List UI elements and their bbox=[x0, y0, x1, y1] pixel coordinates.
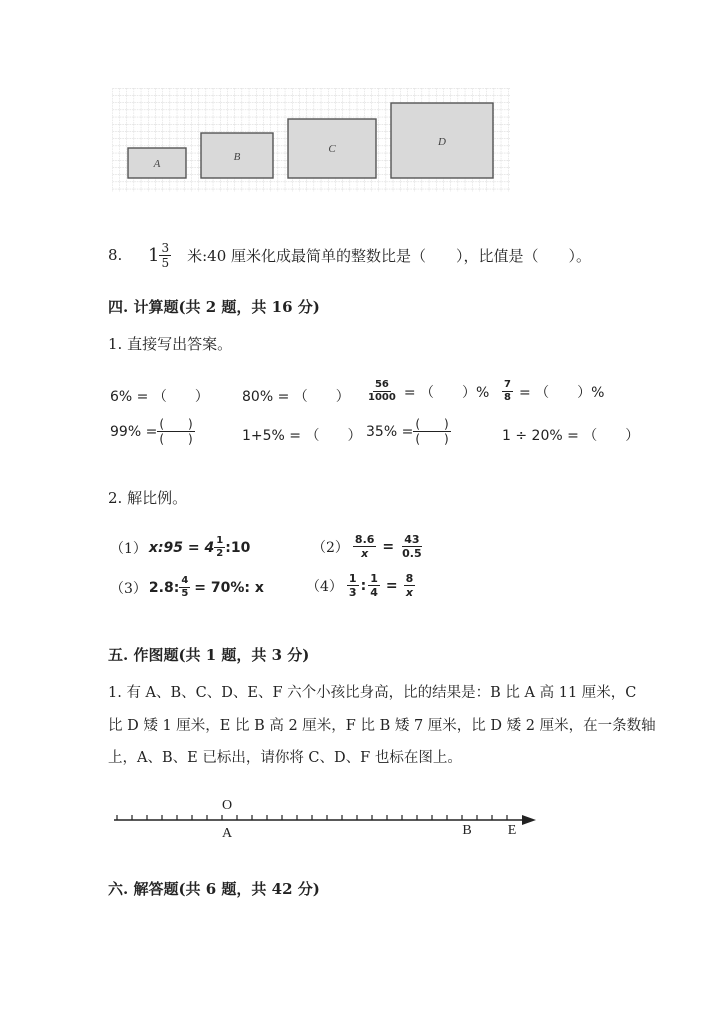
question-8 bbox=[108, 240, 591, 270]
calc-35-denominator: ( ) bbox=[415, 432, 449, 446]
rectangle-b-label: B bbox=[233, 151, 241, 163]
proportion-4-a-numerator: 1 bbox=[348, 572, 357, 585]
calc-7-over-8 bbox=[502, 380, 604, 403]
question-8-number: 8. bbox=[108, 246, 123, 264]
proportion-3-lead: 2.8: bbox=[148, 579, 180, 596]
proportion-1-denominator: 2 bbox=[216, 548, 224, 559]
mixed-denominator: 5 bbox=[161, 255, 170, 270]
proportion-2-right-denominator: 0.5 bbox=[402, 547, 422, 560]
proportion-3-label: （3） bbox=[110, 580, 147, 597]
rectangle-grid-figure bbox=[112, 88, 510, 192]
point-a-label: A bbox=[221, 826, 233, 841]
calc-35-numerator: ( ) bbox=[415, 417, 449, 431]
proportion-1-tail: :10 bbox=[225, 539, 251, 556]
proportion-1-numerator: 1 bbox=[216, 535, 224, 546]
proportion-3-tail: = 70%: x bbox=[194, 579, 264, 596]
proportion-4-equals: = bbox=[385, 577, 398, 594]
proportion-2-left-denominator: x bbox=[361, 547, 369, 560]
section-6-heading: 六. 解答题(共 6 题，共 42 分) bbox=[108, 880, 320, 898]
calc-80-percent: 80% = （ ） bbox=[242, 389, 350, 405]
proportion-3 bbox=[110, 576, 264, 599]
proportion-1 bbox=[110, 536, 250, 559]
question-8-text: 米:40 厘米化成最简单的整数比是（ ），比值是（ ）。 bbox=[187, 246, 592, 265]
number-line-arrow bbox=[522, 815, 536, 825]
calc-99-denominator: ( ) bbox=[159, 432, 193, 446]
proportion-4-b-denominator: 4 bbox=[370, 586, 378, 599]
proportion-1-label: （1） bbox=[110, 540, 147, 557]
rectangle-d-label: D bbox=[438, 136, 446, 148]
proportion-2 bbox=[312, 534, 424, 559]
calc-99-lead: 99% = bbox=[110, 423, 158, 440]
proportion-3-denominator: 5 bbox=[181, 588, 189, 599]
frac-7-denominator: 8 bbox=[504, 392, 511, 403]
mixed-numerator: 3 bbox=[161, 240, 170, 255]
proportion-4-b-numerator: 1 bbox=[370, 572, 378, 585]
proportion-2-equals: = bbox=[382, 538, 395, 555]
question-5-line-2: 比 D 矮 1 厘米，E 比 B 高 2 厘米，F 比 B 矮 7 厘米，比 D 矮 2 厘米，在一条数轴 bbox=[108, 718, 656, 734]
frac-7-numerator: 7 bbox=[504, 379, 511, 390]
calc-1-plus-5-percent: 1+5% = （ ） bbox=[242, 428, 362, 444]
proportion-4-label: （4） bbox=[306, 578, 343, 595]
question-1-prompt: 1. 直接写出答案。 bbox=[108, 335, 233, 353]
calc-35-percent bbox=[366, 418, 451, 445]
mixed-number bbox=[148, 242, 171, 269]
point-b-label: B bbox=[462, 823, 472, 838]
calc-1-div-20-percent: 1 ÷ 20% = （ ） bbox=[502, 428, 640, 444]
rectangle-c-label: C bbox=[328, 143, 336, 155]
question-2-prompt: 2. 解比例。 bbox=[108, 489, 188, 507]
calc-99-percent bbox=[110, 418, 195, 445]
frac-56-numerator: 56 bbox=[374, 379, 389, 390]
rectangle-a-label: A bbox=[153, 158, 161, 170]
proportion-4-colon: : bbox=[360, 577, 367, 594]
calc-99-numerator: ( ) bbox=[159, 417, 193, 431]
section-4-heading: 四. 计算题(共 2 题，共 16 分) bbox=[108, 298, 320, 316]
proportion-3-numerator: 4 bbox=[181, 575, 189, 586]
number-line bbox=[108, 792, 540, 844]
calc-56-over-1000 bbox=[366, 380, 489, 403]
frac-7-rest: = （ ）% bbox=[518, 384, 605, 401]
proportion-4-c-numerator: 8 bbox=[405, 572, 414, 585]
frac-56-denominator: 1000 bbox=[368, 392, 396, 403]
section-5-heading: 五. 作图题(共 1 题，共 3 分) bbox=[108, 646, 310, 664]
proportion-4 bbox=[306, 573, 415, 598]
proportion-4-c-denominator: x bbox=[405, 586, 413, 599]
frac-56-rest: = （ ）% bbox=[403, 384, 490, 401]
proportion-2-right-numerator: 43 bbox=[404, 533, 420, 546]
proportion-1-lead: x:95 = 4 bbox=[148, 539, 215, 556]
calc-6-percent: 6% = （ ） bbox=[110, 389, 209, 405]
proportion-4-a-denominator: 3 bbox=[348, 586, 357, 599]
question-5-line-3: 上，A、B、E 已标出，请你将 C、D、F 也标在图上。 bbox=[108, 750, 462, 766]
proportion-2-label: （2） bbox=[312, 539, 349, 556]
question-5-line-1: 1. 有 A、B、C、D、E、F 六个小孩比身高，比的结果是：B 比 A 高 11 厘米，C bbox=[108, 685, 637, 701]
proportion-2-left-numerator: 8.6 bbox=[354, 533, 375, 546]
point-e-label: E bbox=[507, 823, 517, 838]
mixed-whole: 1 bbox=[148, 244, 160, 266]
calc-35-lead: 35% = bbox=[366, 423, 414, 440]
origin-label: O bbox=[221, 798, 233, 813]
